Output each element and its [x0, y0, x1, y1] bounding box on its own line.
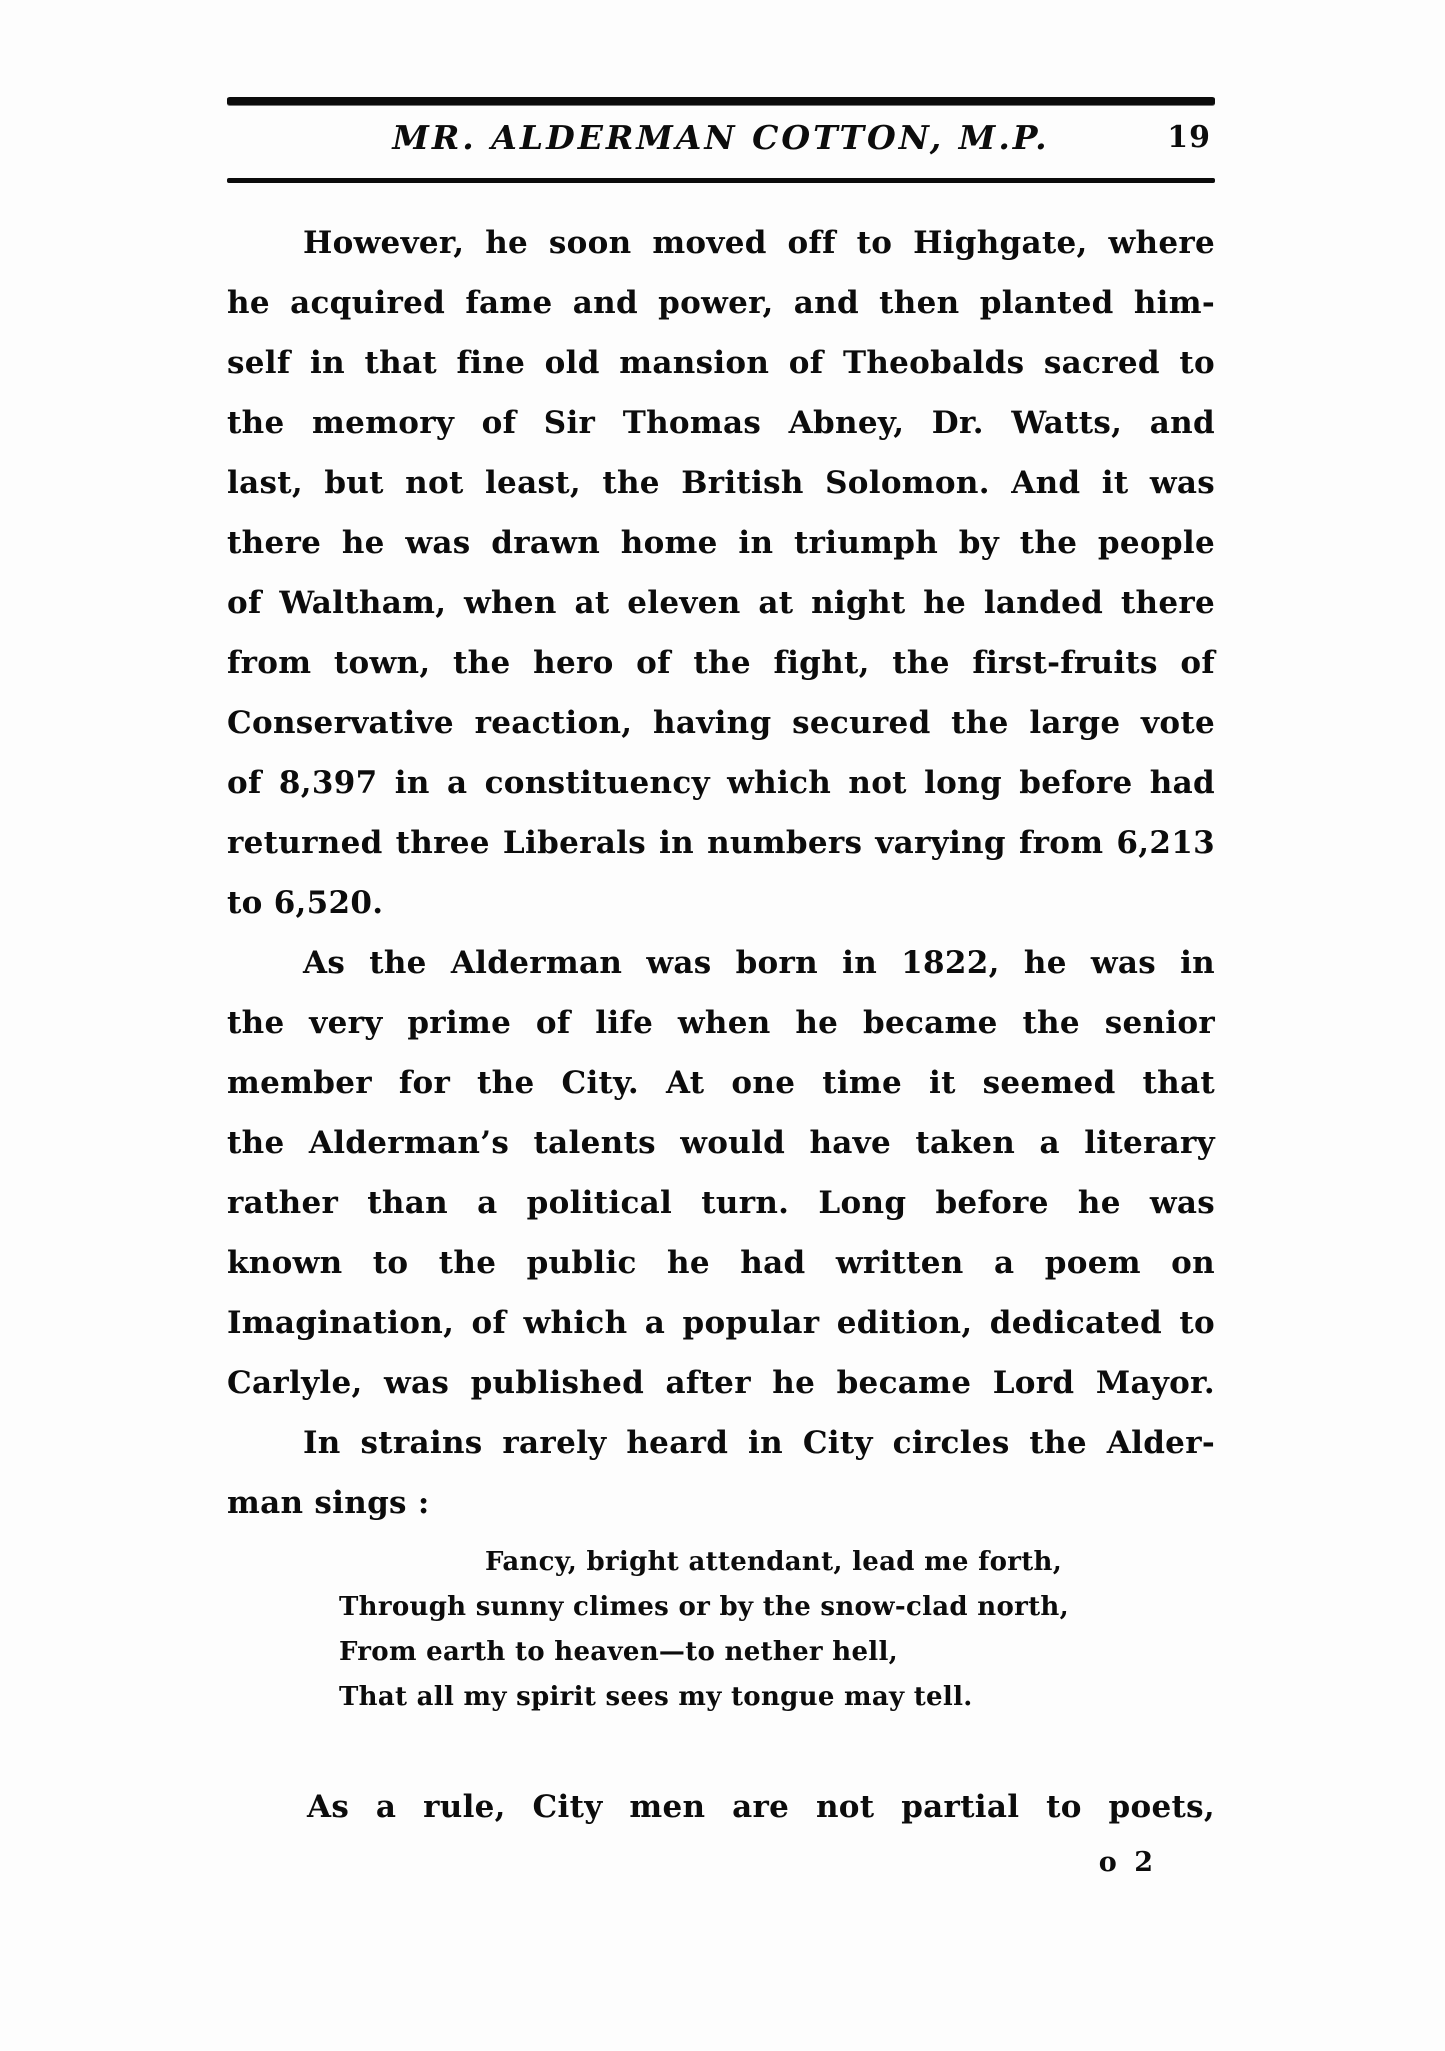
poem-quotation: [227, 1540, 1215, 1720]
poem-line: Through sunny climes or by the snow-clad north,: [339, 1592, 1069, 1622]
text-line: he acquired fame and power, and then planted him-: [227, 285, 1215, 321]
text-line: of 8,397 in a constituency which not long before had: [227, 765, 1215, 801]
paragraph-1: [227, 213, 1215, 933]
text-line: from town, the hero of the fight, the first-fruits of: [227, 645, 1215, 681]
text-line: of Waltham, when at eleven at night he landed there: [227, 585, 1215, 621]
text-line: Conservative reaction, having secured the large vote: [227, 705, 1215, 741]
text-line: In strains rarely heard in City circles the Alder-: [303, 1425, 1215, 1461]
poem-line: From earth to heaven—to nether hell,: [339, 1637, 899, 1667]
page-number: 19: [1167, 120, 1211, 155]
body-text: [227, 213, 1215, 1533]
text-line: there he was drawn home in triumph by the people: [227, 525, 1215, 561]
page-title: MR. ALDERMAN COTTON, M.P.: [392, 118, 1050, 157]
header-top-rule: [227, 97, 1215, 105]
poem-line: That all my spirit sees my tongue may tell.: [339, 1682, 973, 1712]
text-line: However, he soon moved off to Highgate, where: [303, 225, 1215, 261]
text-line: the Alderman’s talents would have taken a literary: [227, 1125, 1215, 1161]
text-line: man sings :: [227, 1485, 430, 1521]
text-line: self in that fine old mansion of Theobalds sacred to: [227, 345, 1215, 381]
printer-signature-mark: o 2: [1098, 1847, 1157, 1878]
header-bottom-rule: [227, 178, 1215, 183]
text-line: last, but not least, the British Solomon. And it was: [227, 465, 1215, 501]
poem-line: Fancy, bright attendant, lead me forth,: [485, 1547, 1063, 1577]
text-line: Carlyle, was published after he became Lord Mayor.: [227, 1365, 1215, 1401]
running-head: [227, 114, 1215, 162]
text-line: the very prime of life when he became the senior: [227, 1005, 1215, 1041]
closing-paragraph-line: As a rule, City men are not partial to poets,: [307, 1789, 1215, 1825]
text-line: As the Alderman was born in 1822, he was in: [303, 945, 1215, 981]
text-line: returned three Liberals in numbers varying from 6,213: [227, 825, 1215, 861]
paragraph-2: [227, 933, 1215, 1413]
text-line: to 6,520.: [227, 885, 384, 921]
text-line: the memory of Sir Thomas Abney, Dr. Watts, and: [227, 405, 1215, 441]
text-line: member for the City. At one time it seemed that: [227, 1065, 1215, 1101]
text-line: known to the public he had written a poem on: [227, 1245, 1215, 1281]
text-line: rather than a political turn. Long before he was: [227, 1185, 1215, 1221]
text-line: Imagination, of which a popular edition, dedicated to: [227, 1305, 1215, 1341]
paragraph-3: [227, 1413, 1215, 1533]
